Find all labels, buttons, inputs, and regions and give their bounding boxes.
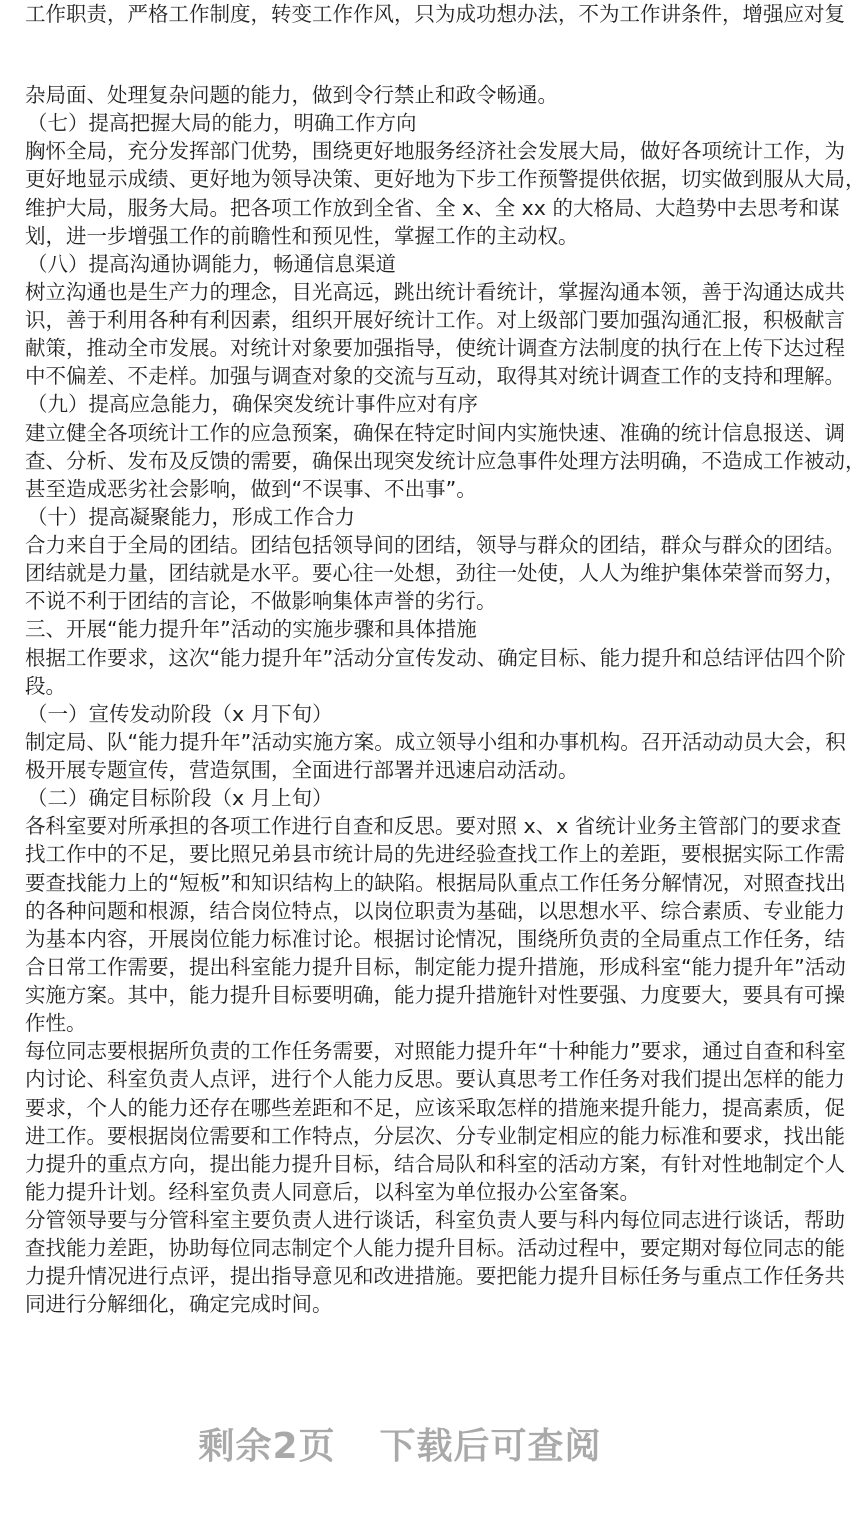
text-line: 胸怀全局，充分发挥部门优势，围绕更好地服务经济社会发展大局，做好各项统计工作，为 (25, 139, 845, 164)
text-line: 要求，个人的能力还存在哪些差距和不足，应该采取怎样的措施来提升能力，提高素质，促 (25, 1095, 845, 1120)
text-line: 同进行分解细化，确定完成时间。 (25, 1292, 333, 1317)
text-line: 分管领导要与分管科室主要负责人进行谈话，科室负责人要与科内每位同志进行谈话，帮助 (25, 1208, 845, 1232)
text-line: 献策，推动全市发展。对统计对象要加强指导，使统计调查方法制度的执行在上传下达过程 (25, 336, 845, 361)
text-line: 每位同志要根据所负责的工作任务需要，对照能力提升年“十种能力”要求，通过自查和科室 (25, 1039, 846, 1064)
text-line: 合日常工作需要，提出科室能力提升目标，制定能力提升措施，形成科室“能力提升年”活动 (25, 954, 846, 979)
section-heading: （二）确定目标阶段（x 月上旬） (27, 786, 333, 811)
download-prompt[interactable] (0, 1418, 800, 1469)
section-heading: （九）提高应急能力，确保突发统计事件应对有序 (27, 392, 478, 417)
text-line: 找工作中的不足，要比照兄弟县市统计局的先进经验查找工作上的差距，要根据实际工作需 (25, 842, 845, 867)
text-line: 制定局、队“能力提升年”活动实施方案。成立领导小组和办事机构。召开活动动员大会，积 (25, 729, 846, 754)
text-line: 合力来自于全局的团结。团结包括领导间的团结，领导与群众的团结，群众与群众的团结。 (25, 533, 845, 557)
text-line: 段。 (25, 673, 66, 698)
text-line: 中不偏差、不走样。加强与调查对象的交流与互动，取得其对统计调查工作的支持和理解。 (25, 364, 845, 389)
section-heading: （十）提高凝聚能力，形成工作合力 (27, 504, 355, 529)
document-fragment-top (25, 0, 845, 28)
text-line: 为基本内容，开展岗位能力标准讨论。根据讨论情况，围绕所负责的全局重点工作任务，结 (25, 926, 845, 951)
text-line: 杂局面、处理复杂问题的能力，做到令行禁止和政令畅通。 (25, 83, 558, 107)
text-line: 划，进一步增强工作的前瞻性和预见性，掌握工作的主动权。 (25, 223, 579, 248)
text-line: 力提升的重点方向，提出能力提升目标，结合局队和科室的活动方案，有针对性地制定个人 (25, 1151, 845, 1176)
text-line: 查找能力差距，协助每位同志制定个人能力提升目标。活动过程中，要定期对每位同志的能 (25, 1236, 845, 1261)
text-line: 树立沟通也是生产力的理念，目光高远，跳出统计看统计，掌握沟通本领，善于沟通达成共 (25, 279, 845, 304)
remaining-pages-label: 剩余2页 (198, 1426, 336, 1467)
text-line: 作性。 (25, 1011, 87, 1036)
text-line: 极开展专题宣传，营造氛围，全面进行部署并迅速启动活动。 (25, 758, 579, 782)
text-line: 更好地显示成绩、更好地为领导决策、更好地为下步工作预警提供依据，切实做到服从大局， (25, 167, 866, 192)
text-line: 内讨论、科室负责人点评，进行个人能力反思。要认真思考工作任务对我们提出怎样的能力 (25, 1067, 845, 1092)
text-line: 工作职责，严格工作制度，转变工作作风，只为成功想办法，不为工作讲条件，增强应对复 (25, 2, 845, 26)
text-line: 建立健全各项统计工作的应急预案，确保在特定时间内实施快速、准确的统计信息报送、调 (25, 420, 845, 445)
text-line: 力提升情况进行点评，提出指导意见和改进措施。要把能力提升目标任务与重点工作任务共 (25, 1264, 845, 1289)
text-line: 维护大局，服务大局。把各项工作放到全省、全 x、全 xx 的大格局、大趋势中去思考和谋 (25, 195, 840, 220)
text-line: 查、分析、发布及反馈的需要，确保出现突发统计应急事件处理方法明确，不造成工作被动， (25, 448, 866, 473)
text-line: 各科室要对所承担的各项工作进行自查和反思。要对照 x、x 省统计业务主管部门的要求查 (25, 814, 842, 839)
section-heading: （一）宣传发动阶段（x 月下旬） (27, 701, 333, 726)
text-line: 根据工作要求，这次“能力提升年”活动分宣传发动、确定目标、能力提升和总结评估四个阶 (25, 645, 846, 670)
text-line: 不说不利于团结的言论，不做影响集体声誉的劣行。 (25, 589, 497, 614)
text-line: 能力提升计划。经科室负责人同意后，以科室为单位报办公室备案。 (25, 1179, 640, 1204)
chapter-heading: 三、开展“能力提升年”活动的实施步骤和具体措施 (25, 617, 477, 642)
document-body (25, 81, 866, 1319)
text-line: 识，善于利用各种有利因素，组织开展好统计工作。对上级部门要加强沟通汇报，积极献言 (25, 308, 845, 332)
text-line: 甚至造成恶劣社会影响，做到“不误事、不出事”。 (25, 476, 477, 501)
text-line: 进工作。要根据岗位需要和工作特点，分层次、分专业制定相应的能力标准和要求，找出能 (25, 1123, 845, 1148)
text-line: 团结就是力量，团结就是水平。要心往一处想，劲往一处使，人人为维护集体荣誉而努力， (25, 561, 845, 586)
text-line: 的各种问题和根源，结合岗位特点，以岗位职责为基础，以思想水平、综合素质、专业能力 (25, 898, 845, 923)
text-line: 要查找能力上的“短板”和知识结构上的缺陷。根据局队重点工作任务分解情况，对照查找出 (25, 870, 846, 895)
download-to-view-label[interactable]: 下载后可查阅 (379, 1426, 602, 1467)
text-line: 实施方案。其中，能力提升目标要明确，能力提升措施针对性要强、力度要大，要具有可操 (25, 983, 845, 1007)
section-heading: （八）提高沟通协调能力，畅通信息渠道 (27, 251, 396, 276)
section-heading: （七）提高把握大局的能力，明确工作方向 (27, 111, 417, 136)
